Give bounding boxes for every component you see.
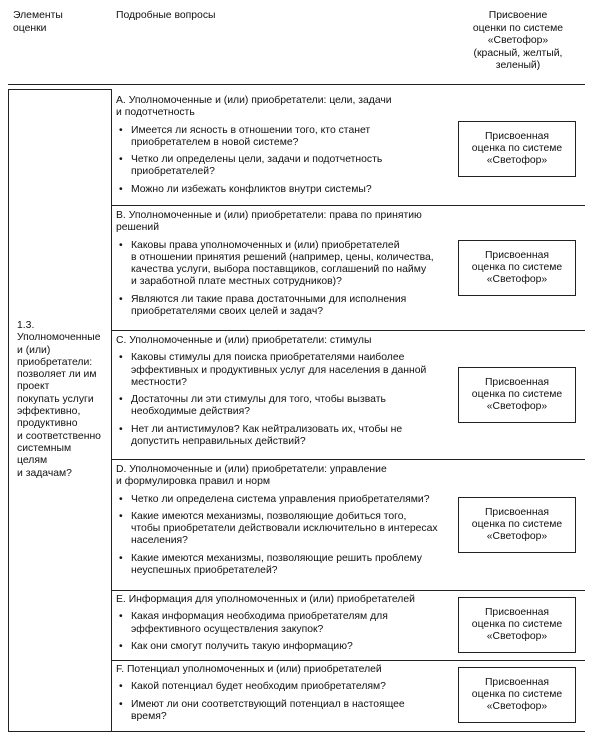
section-a bbox=[116, 95, 448, 196]
rating-box: Присвоенная оценка по системе «Светофор» bbox=[458, 497, 576, 553]
question-item: • Четко ли определена система управления приобретателями? bbox=[116, 494, 448, 506]
rating-box: Присвоенная оценка по системе «Светофор» bbox=[458, 240, 576, 296]
header-traffic-light-rating: Присвоение оценки по системе «Светофор» (красный, желтый, зеленый) bbox=[472, 10, 564, 71]
question-item: • Какая информация необходима приобретателям для эффективного осуществления закупок? bbox=[116, 611, 448, 636]
question-item: • Каковы стимулы для поиска приобретателями наиболее эффективных и продуктивных услуг для населения в данной местности? bbox=[116, 352, 448, 389]
question-item: • Четко ли определены цели, задачи и подотчетность приобретателей? bbox=[116, 154, 448, 179]
section-e bbox=[116, 594, 448, 653]
table-top-rule bbox=[8, 89, 111, 90]
question-item: • Можно ли избежать конфликтов внутри системы? bbox=[116, 184, 448, 196]
question-item: • Достаточны ли эти стимулы для того, чтобы вызвать необходимые действия? bbox=[116, 394, 448, 419]
question-item: • Какой потенциал будет необходим приобретателям? bbox=[116, 681, 448, 693]
row-divider bbox=[111, 590, 585, 591]
rating-box: Присвоенная оценка по системе «Светофор» bbox=[458, 121, 576, 177]
question-item: • Имеют ли они соответствующий потенциал в настоящее время? bbox=[116, 699, 448, 724]
header-rule bbox=[8, 84, 585, 85]
row-divider bbox=[111, 660, 585, 661]
section-title: E. Информация для уполномоченных и (или) приобретателей bbox=[116, 594, 415, 605]
section-title: D. Уполномоченные и (или) приобретатели: управление и формулировка правил и норм bbox=[116, 464, 387, 488]
question-item: • Как они смогут получить такую информацию? bbox=[116, 641, 448, 653]
section-f bbox=[116, 664, 448, 723]
row-divider bbox=[111, 205, 585, 206]
section-title: F. Потенциал уполномоченных и (или) приобретателей bbox=[116, 664, 382, 675]
rating-box: Присвоенная оценка по системе «Светофор» bbox=[458, 367, 576, 423]
column-divider bbox=[111, 89, 112, 732]
section-title: B. Уполномоченные и (или) приобретатели: права по принятию решений bbox=[116, 210, 422, 234]
header-detailed-questions: Подробные вопросы bbox=[116, 10, 216, 21]
section-c bbox=[116, 335, 448, 448]
row-divider bbox=[111, 330, 585, 331]
section-d bbox=[116, 464, 448, 577]
assessment-element-label: 1.3. Уполномоченные и (или) приобретатели: позволяет ли им проект покупать услуги эффективно, продуктивно и соответственно системным целям и задачам? bbox=[17, 320, 101, 479]
table-bottom-rule bbox=[8, 731, 585, 732]
question-item: • Какие имеются механизмы, позволяющие решить проблему неуспешных приобретателей? bbox=[116, 553, 448, 578]
question-item: • Каковы права уполномоченных и (или) приобретателей в отношении принятия решений (например, цены, количества, качества услуги, выбора поставщиков, соглашений по найму и заработной плате местных сотрудников)? bbox=[116, 240, 448, 289]
question-item: • Являются ли такие права достаточными для исполнения приобретателями своих целей и задач? bbox=[116, 294, 448, 319]
question-item: • Какие имеются механизмы, позволяющие добиться того, чтобы приобретатели действовали исключительно в интересах населения? bbox=[116, 511, 448, 548]
rating-box: Присвоенная оценка по системе «Светофор» bbox=[458, 667, 576, 723]
section-title: A. Уполномоченные и (или) приобретатели: цели, задачи и подотчетность bbox=[116, 95, 392, 119]
row-divider bbox=[111, 459, 585, 460]
left-column-border bbox=[8, 89, 9, 732]
section-title: C. Уполномоченные и (или) приобретатели: стимулы bbox=[116, 335, 372, 346]
question-item: • Нет ли антистимулов? Как нейтрализовать их, чтобы не допустить неправильных действий? bbox=[116, 424, 448, 449]
section-b bbox=[116, 210, 448, 318]
header-elements-of-assessment: Элементы оценки bbox=[13, 10, 63, 34]
rating-box: Присвоенная оценка по системе «Светофор» bbox=[458, 597, 576, 653]
question-item: • Имеется ли ясность в отношении того, кто станет приобретателем в новой системе? bbox=[116, 125, 448, 150]
